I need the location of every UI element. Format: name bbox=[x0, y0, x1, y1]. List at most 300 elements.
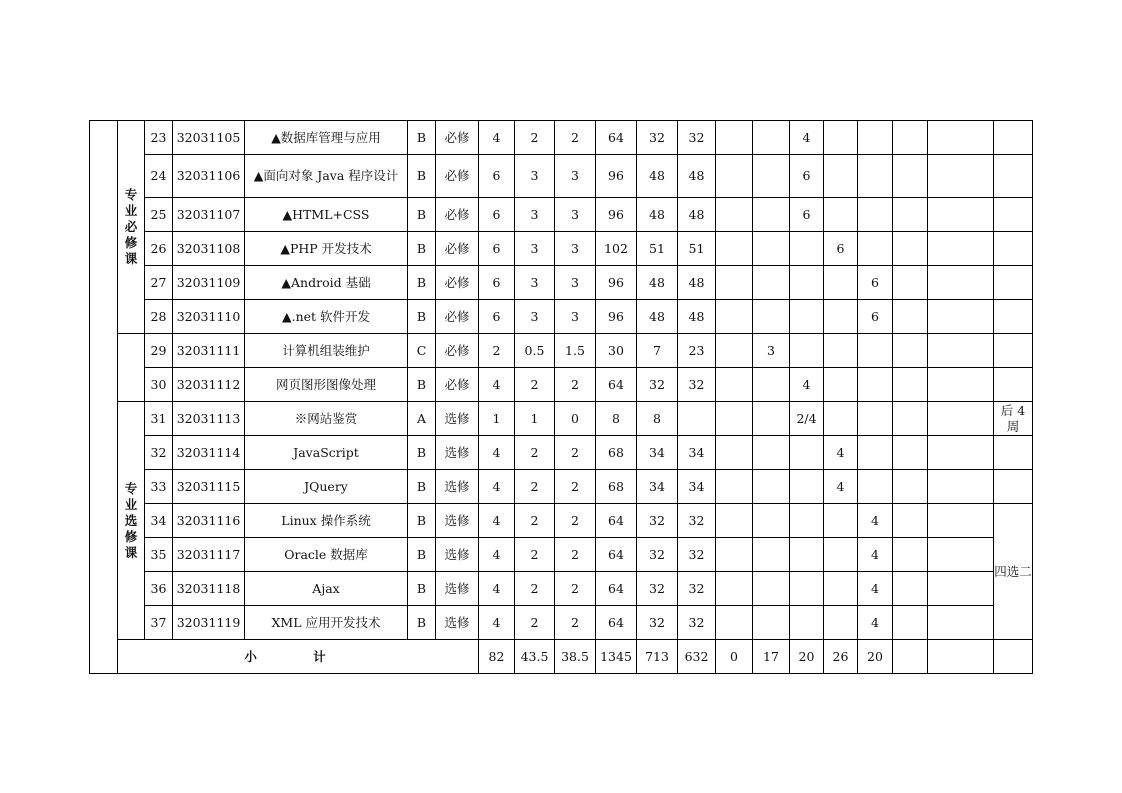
semester-2 bbox=[753, 121, 790, 155]
semester-3 bbox=[790, 606, 824, 640]
subtotal-practice: 632 bbox=[678, 640, 716, 674]
course-type: B bbox=[408, 121, 436, 155]
course-nature: 选修 bbox=[436, 470, 479, 504]
course-name: ▲PHP 开发技术 bbox=[245, 232, 408, 266]
note bbox=[994, 436, 1033, 470]
credits: 4 bbox=[479, 436, 515, 470]
semester-1 bbox=[716, 368, 753, 402]
semester-7 bbox=[928, 470, 994, 504]
group-label-char: 业 bbox=[124, 203, 138, 218]
total-hours: 64 bbox=[596, 121, 637, 155]
credit-part-2: 2 bbox=[555, 538, 596, 572]
note bbox=[994, 266, 1033, 300]
semester-2 bbox=[753, 436, 790, 470]
total-hours: 30 bbox=[596, 334, 637, 368]
total-hours: 96 bbox=[596, 300, 637, 334]
course-name: Linux 操作系统 bbox=[245, 504, 408, 538]
semester-4 bbox=[824, 266, 858, 300]
semester-1 bbox=[716, 436, 753, 470]
semester-1 bbox=[716, 232, 753, 266]
note bbox=[994, 155, 1033, 198]
theory-hours: 8 bbox=[637, 402, 678, 436]
total-hours: 8 bbox=[596, 402, 637, 436]
credit-part-2: 3 bbox=[555, 300, 596, 334]
credits: 4 bbox=[479, 121, 515, 155]
semester-6 bbox=[893, 606, 928, 640]
practice-hours: 32 bbox=[678, 368, 716, 402]
credit-part-2: 3 bbox=[555, 155, 596, 198]
theory-hours: 48 bbox=[637, 300, 678, 334]
course-nature: 选修 bbox=[436, 436, 479, 470]
credits: 1 bbox=[479, 402, 515, 436]
course-code: 32031108 bbox=[173, 232, 245, 266]
group-label-char: 专 bbox=[124, 187, 138, 202]
credit-part-1: 2 bbox=[515, 121, 555, 155]
note bbox=[994, 232, 1033, 266]
credit-part-2: 0 bbox=[555, 402, 596, 436]
semester-3: 4 bbox=[790, 368, 824, 402]
semester-2 bbox=[753, 572, 790, 606]
outer-group-cell bbox=[90, 121, 118, 674]
semester-5: 6 bbox=[858, 266, 893, 300]
group-label bbox=[118, 402, 145, 640]
credits: 6 bbox=[479, 232, 515, 266]
semester-1 bbox=[716, 300, 753, 334]
theory-hours: 32 bbox=[637, 121, 678, 155]
theory-hours: 51 bbox=[637, 232, 678, 266]
semester-6 bbox=[893, 470, 928, 504]
theory-hours: 34 bbox=[637, 470, 678, 504]
course-name: 网页图形图像处理 bbox=[245, 368, 408, 402]
course-code: 32031117 bbox=[173, 538, 245, 572]
semester-3 bbox=[790, 334, 824, 368]
semester-2 bbox=[753, 470, 790, 504]
practice-hours: 34 bbox=[678, 470, 716, 504]
semester-5 bbox=[858, 155, 893, 198]
theory-hours: 32 bbox=[637, 504, 678, 538]
row-number: 26 bbox=[145, 232, 173, 266]
credit-part-1: 3 bbox=[515, 232, 555, 266]
total-hours: 102 bbox=[596, 232, 637, 266]
subtotal-credits: 82 bbox=[479, 640, 515, 674]
semester-4: 6 bbox=[824, 232, 858, 266]
practice-hours: 48 bbox=[678, 300, 716, 334]
course-nature: 选修 bbox=[436, 538, 479, 572]
semester-5: 4 bbox=[858, 606, 893, 640]
semester-7 bbox=[928, 334, 994, 368]
course-nature: 必修 bbox=[436, 198, 479, 232]
credit-part-2: 1.5 bbox=[555, 334, 596, 368]
credits: 4 bbox=[479, 368, 515, 402]
theory-hours: 7 bbox=[637, 334, 678, 368]
semester-1 bbox=[716, 572, 753, 606]
theory-hours: 32 bbox=[637, 572, 678, 606]
semester-6 bbox=[893, 436, 928, 470]
semester-7 bbox=[928, 436, 994, 470]
semester-2 bbox=[753, 198, 790, 232]
subtotal-hours: 1345 bbox=[596, 640, 637, 674]
credit-part-1: 2 bbox=[515, 504, 555, 538]
semester-6 bbox=[893, 300, 928, 334]
note bbox=[994, 121, 1033, 155]
practice-hours: 48 bbox=[678, 266, 716, 300]
course-nature: 必修 bbox=[436, 232, 479, 266]
semester-4 bbox=[824, 155, 858, 198]
semester-3 bbox=[790, 266, 824, 300]
practice-hours: 23 bbox=[678, 334, 716, 368]
table-row bbox=[90, 504, 1033, 538]
course-type: B bbox=[408, 266, 436, 300]
group-label-char: 业 bbox=[124, 496, 138, 512]
semester-7 bbox=[928, 368, 994, 402]
semester-2 bbox=[753, 155, 790, 198]
semester-5: 4 bbox=[858, 504, 893, 538]
course-nature: 选修 bbox=[436, 606, 479, 640]
course-code: 32031112 bbox=[173, 368, 245, 402]
total-hours: 68 bbox=[596, 436, 637, 470]
practice-hours: 32 bbox=[678, 121, 716, 155]
course-code: 32031115 bbox=[173, 470, 245, 504]
credit-part-1: 2 bbox=[515, 368, 555, 402]
row-number: 32 bbox=[145, 436, 173, 470]
course-code: 32031111 bbox=[173, 334, 245, 368]
practice-hours: 32 bbox=[678, 572, 716, 606]
row-number: 25 bbox=[145, 198, 173, 232]
note bbox=[994, 470, 1033, 504]
semester-5: 6 bbox=[858, 300, 893, 334]
semester-3 bbox=[790, 572, 824, 606]
credit-part-2: 2 bbox=[555, 606, 596, 640]
practice-hours: 48 bbox=[678, 198, 716, 232]
subtotal-c1: 43.5 bbox=[515, 640, 555, 674]
semester-4 bbox=[824, 334, 858, 368]
semester-7 bbox=[928, 402, 994, 436]
semester-3 bbox=[790, 232, 824, 266]
credit-part-1: 2 bbox=[515, 436, 555, 470]
semester-5 bbox=[858, 198, 893, 232]
course-code: 32031106 bbox=[173, 155, 245, 198]
credit-part-1: 3 bbox=[515, 266, 555, 300]
semester-2: 3 bbox=[753, 334, 790, 368]
course-type: C bbox=[408, 334, 436, 368]
subtotal-s4: 26 bbox=[824, 640, 858, 674]
credits: 4 bbox=[479, 504, 515, 538]
course-nature: 必修 bbox=[436, 121, 479, 155]
course-nature: 必修 bbox=[436, 334, 479, 368]
semester-4 bbox=[824, 504, 858, 538]
row-number: 35 bbox=[145, 538, 173, 572]
note bbox=[994, 334, 1033, 368]
course-name: ▲Android 基础 bbox=[245, 266, 408, 300]
semester-1 bbox=[716, 470, 753, 504]
course-type: B bbox=[408, 155, 436, 198]
semester-7 bbox=[928, 155, 994, 198]
semester-7 bbox=[928, 300, 994, 334]
subtotal-note bbox=[994, 640, 1033, 674]
course-nature: 必修 bbox=[436, 368, 479, 402]
subtotal-s6 bbox=[893, 640, 928, 674]
total-hours: 64 bbox=[596, 368, 637, 402]
course-type: B bbox=[408, 470, 436, 504]
practice-hours: 34 bbox=[678, 436, 716, 470]
credit-part-2: 3 bbox=[555, 232, 596, 266]
total-hours: 96 bbox=[596, 155, 637, 198]
note: 后 4 周 bbox=[994, 402, 1033, 436]
table-row bbox=[90, 121, 1033, 155]
credits: 6 bbox=[479, 198, 515, 232]
row-number: 33 bbox=[145, 470, 173, 504]
semester-4 bbox=[824, 368, 858, 402]
semester-6 bbox=[893, 266, 928, 300]
course-code: 32031114 bbox=[173, 436, 245, 470]
course-nature: 选修 bbox=[436, 504, 479, 538]
semester-5: 4 bbox=[858, 538, 893, 572]
semester-1 bbox=[716, 538, 753, 572]
semester-6 bbox=[893, 155, 928, 198]
semester-6 bbox=[893, 232, 928, 266]
credit-part-2: 3 bbox=[555, 266, 596, 300]
semester-1 bbox=[716, 266, 753, 300]
course-code: 32031110 bbox=[173, 300, 245, 334]
course-code: 32031107 bbox=[173, 198, 245, 232]
credit-part-2: 3 bbox=[555, 198, 596, 232]
group-label-char: 修 bbox=[124, 528, 138, 544]
credit-part-1: 2 bbox=[515, 470, 555, 504]
semester-7 bbox=[928, 198, 994, 232]
semester-5 bbox=[858, 368, 893, 402]
row-number: 37 bbox=[145, 606, 173, 640]
table-row bbox=[90, 155, 1033, 198]
course-name: ※网站鉴赏 bbox=[245, 402, 408, 436]
note bbox=[994, 198, 1033, 232]
semester-6 bbox=[893, 121, 928, 155]
semester-5 bbox=[858, 470, 893, 504]
practice-hours: 32 bbox=[678, 606, 716, 640]
total-hours: 64 bbox=[596, 572, 637, 606]
semester-3 bbox=[790, 436, 824, 470]
table-row bbox=[90, 402, 1033, 436]
practice-hours: 48 bbox=[678, 155, 716, 198]
course-code: 32031105 bbox=[173, 121, 245, 155]
row-number: 36 bbox=[145, 572, 173, 606]
subtotal-s5: 20 bbox=[858, 640, 893, 674]
semester-6 bbox=[893, 538, 928, 572]
semester-7 bbox=[928, 538, 994, 572]
course-type: B bbox=[408, 368, 436, 402]
semester-5 bbox=[858, 402, 893, 436]
semester-5: 4 bbox=[858, 572, 893, 606]
credit-part-2: 2 bbox=[555, 572, 596, 606]
semester-7 bbox=[928, 572, 994, 606]
credits: 2 bbox=[479, 334, 515, 368]
credits: 6 bbox=[479, 266, 515, 300]
practice-hours: 51 bbox=[678, 232, 716, 266]
total-hours: 64 bbox=[596, 538, 637, 572]
group-label-char: 专 bbox=[124, 480, 138, 496]
row-number: 34 bbox=[145, 504, 173, 538]
semester-3 bbox=[790, 470, 824, 504]
row-number: 23 bbox=[145, 121, 173, 155]
semester-2 bbox=[753, 504, 790, 538]
semester-1 bbox=[716, 402, 753, 436]
total-hours: 96 bbox=[596, 266, 637, 300]
row-number: 28 bbox=[145, 300, 173, 334]
course-type: B bbox=[408, 504, 436, 538]
note-merged: 四选二 bbox=[994, 504, 1033, 640]
subtotal-row bbox=[90, 640, 1033, 674]
semester-6 bbox=[893, 504, 928, 538]
semester-4 bbox=[824, 538, 858, 572]
semester-6 bbox=[893, 368, 928, 402]
course-type: A bbox=[408, 402, 436, 436]
course-name: XML 应用开发技术 bbox=[245, 606, 408, 640]
course-type: B bbox=[408, 232, 436, 266]
semester-1 bbox=[716, 121, 753, 155]
row-number: 27 bbox=[145, 266, 173, 300]
course-type: B bbox=[408, 572, 436, 606]
credit-part-1: 2 bbox=[515, 572, 555, 606]
credits: 6 bbox=[479, 300, 515, 334]
table-row bbox=[90, 198, 1033, 232]
course-code: 32031116 bbox=[173, 504, 245, 538]
theory-hours: 48 bbox=[637, 155, 678, 198]
semester-6 bbox=[893, 402, 928, 436]
theory-hours: 32 bbox=[637, 538, 678, 572]
semester-3 bbox=[790, 538, 824, 572]
group-label bbox=[118, 121, 145, 334]
course-type: B bbox=[408, 606, 436, 640]
semester-2 bbox=[753, 402, 790, 436]
semester-3 bbox=[790, 300, 824, 334]
course-name: JavaScript bbox=[245, 436, 408, 470]
semester-7 bbox=[928, 266, 994, 300]
semester-1 bbox=[716, 334, 753, 368]
row-number: 31 bbox=[145, 402, 173, 436]
table-row bbox=[90, 334, 1033, 368]
table-row bbox=[90, 606, 1033, 640]
semester-2 bbox=[753, 368, 790, 402]
credit-part-2: 2 bbox=[555, 504, 596, 538]
subtotal-theory: 713 bbox=[637, 640, 678, 674]
semester-7 bbox=[928, 504, 994, 538]
semester-6 bbox=[893, 198, 928, 232]
semester-4 bbox=[824, 402, 858, 436]
course-name: ▲数据库管理与应用 bbox=[245, 121, 408, 155]
course-name: ▲HTML+CSS bbox=[245, 198, 408, 232]
row-number: 24 bbox=[145, 155, 173, 198]
semester-2 bbox=[753, 606, 790, 640]
semester-2 bbox=[753, 232, 790, 266]
semester-2 bbox=[753, 266, 790, 300]
credit-part-2: 2 bbox=[555, 121, 596, 155]
subtotal-label: 小 计 bbox=[118, 640, 479, 674]
semester-4 bbox=[824, 300, 858, 334]
table-row bbox=[90, 266, 1033, 300]
theory-hours: 34 bbox=[637, 436, 678, 470]
semester-5 bbox=[858, 232, 893, 266]
course-name: JQuery bbox=[245, 470, 408, 504]
semester-7 bbox=[928, 232, 994, 266]
credit-part-1: 2 bbox=[515, 538, 555, 572]
semester-4 bbox=[824, 572, 858, 606]
course-type: B bbox=[408, 198, 436, 232]
credit-part-1: 2 bbox=[515, 606, 555, 640]
credits: 4 bbox=[479, 538, 515, 572]
practice-hours bbox=[678, 402, 716, 436]
semester-4 bbox=[824, 121, 858, 155]
credit-part-1: 1 bbox=[515, 402, 555, 436]
course-nature: 选修 bbox=[436, 402, 479, 436]
practice-hours: 32 bbox=[678, 504, 716, 538]
semester-6 bbox=[893, 572, 928, 606]
semester-2 bbox=[753, 300, 790, 334]
total-hours: 64 bbox=[596, 606, 637, 640]
subtotal-s1: 0 bbox=[716, 640, 753, 674]
subtotal-c2: 38.5 bbox=[555, 640, 596, 674]
row-number: 30 bbox=[145, 368, 173, 402]
subtotal-s3: 20 bbox=[790, 640, 824, 674]
semester-1 bbox=[716, 198, 753, 232]
semester-3: 2/4 bbox=[790, 402, 824, 436]
credit-part-1: 3 bbox=[515, 155, 555, 198]
course-nature: 必修 bbox=[436, 155, 479, 198]
course-plan-table bbox=[89, 120, 1033, 674]
group-label-char: 课 bbox=[124, 544, 138, 560]
semester-4 bbox=[824, 606, 858, 640]
course-name: 计算机组装维护 bbox=[245, 334, 408, 368]
credit-part-1: 3 bbox=[515, 198, 555, 232]
subtotal-s2: 17 bbox=[753, 640, 790, 674]
semester-6 bbox=[893, 334, 928, 368]
credits: 6 bbox=[479, 155, 515, 198]
course-nature: 必修 bbox=[436, 266, 479, 300]
credit-part-1: 3 bbox=[515, 300, 555, 334]
credit-part-1: 0.5 bbox=[515, 334, 555, 368]
course-name: Oracle 数据库 bbox=[245, 538, 408, 572]
group-label-char: 课 bbox=[124, 251, 138, 266]
group-label-spacer bbox=[118, 334, 145, 402]
course-code: 32031113 bbox=[173, 402, 245, 436]
credits: 4 bbox=[479, 470, 515, 504]
credit-part-2: 2 bbox=[555, 368, 596, 402]
credit-part-2: 2 bbox=[555, 470, 596, 504]
table-row bbox=[90, 572, 1033, 606]
semester-1 bbox=[716, 155, 753, 198]
total-hours: 96 bbox=[596, 198, 637, 232]
semester-1 bbox=[716, 606, 753, 640]
semester-5 bbox=[858, 121, 893, 155]
total-hours: 64 bbox=[596, 504, 637, 538]
row-number: 29 bbox=[145, 334, 173, 368]
credits: 4 bbox=[479, 572, 515, 606]
course-type: B bbox=[408, 300, 436, 334]
theory-hours: 32 bbox=[637, 606, 678, 640]
semester-4: 4 bbox=[824, 436, 858, 470]
semester-7 bbox=[928, 606, 994, 640]
table-row bbox=[90, 538, 1033, 572]
group-label-char: 必 bbox=[124, 219, 138, 234]
semester-4 bbox=[824, 198, 858, 232]
theory-hours: 32 bbox=[637, 368, 678, 402]
course-code: 32031109 bbox=[173, 266, 245, 300]
credits: 4 bbox=[479, 606, 515, 640]
semester-2 bbox=[753, 538, 790, 572]
course-name: ▲面向对象 Java 程序设计 bbox=[245, 155, 408, 198]
semester-3 bbox=[790, 504, 824, 538]
course-name: ▲.net 软件开发 bbox=[245, 300, 408, 334]
note bbox=[994, 300, 1033, 334]
theory-hours: 48 bbox=[637, 198, 678, 232]
